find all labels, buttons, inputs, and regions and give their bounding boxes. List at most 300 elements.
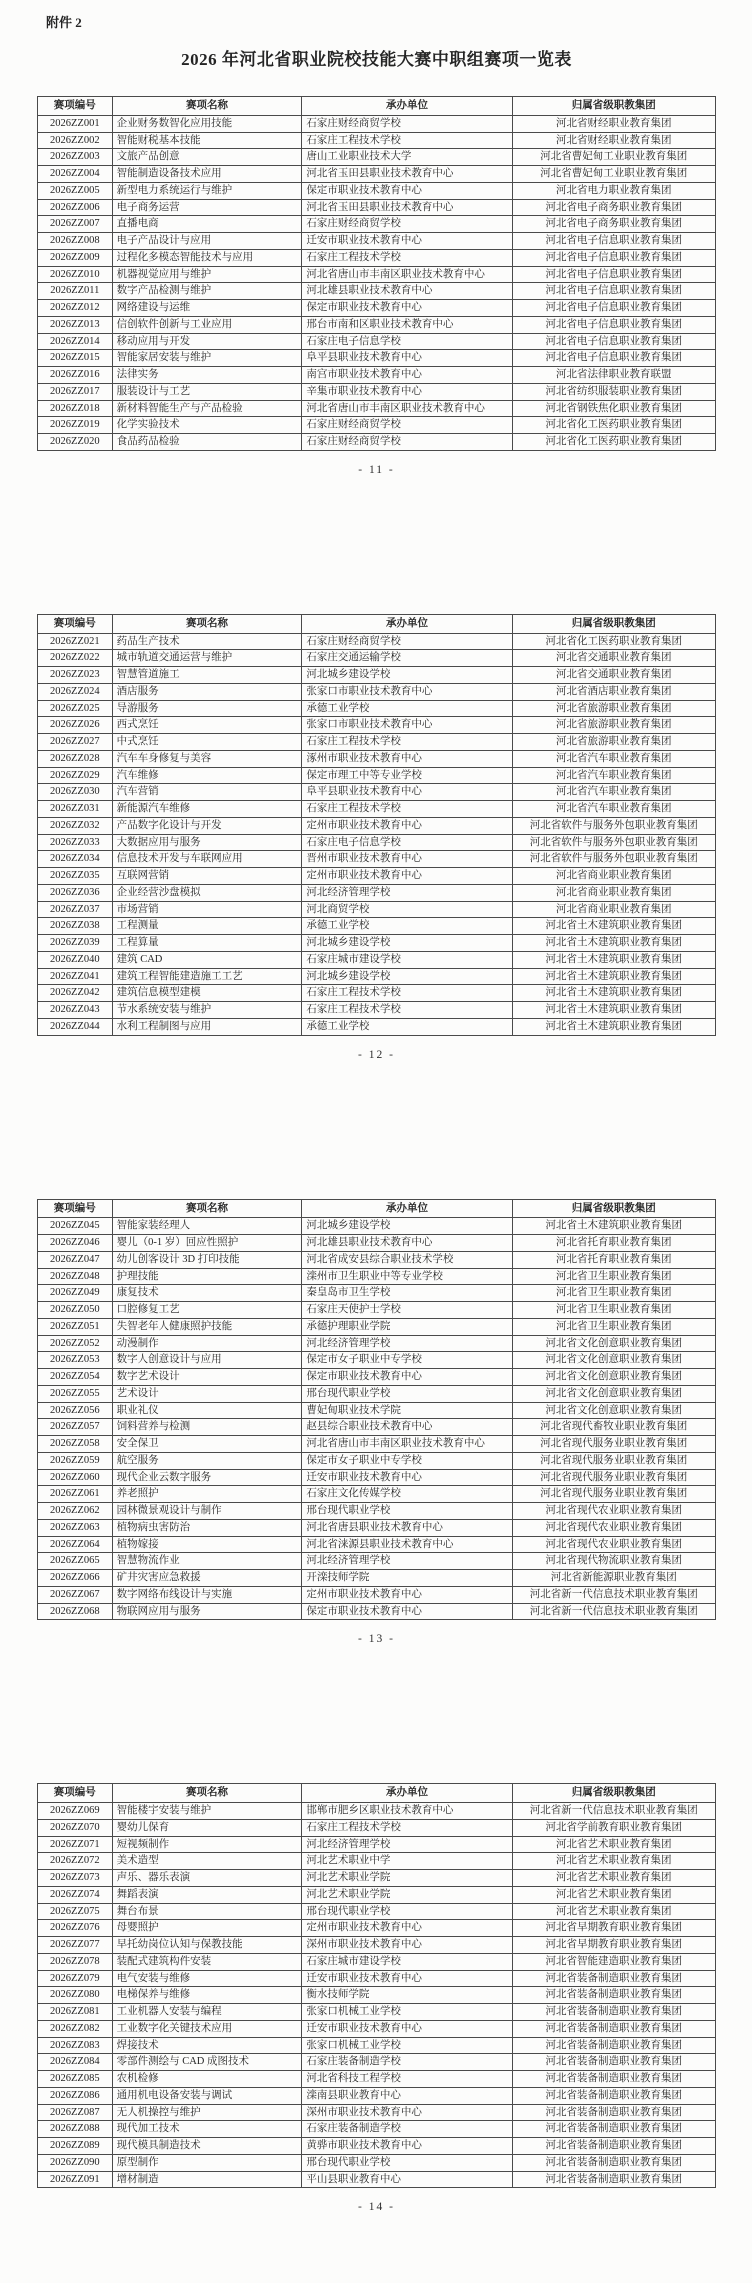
cell-host-unit: 承德工业学校 bbox=[302, 1018, 512, 1035]
cell-education-group: 河北省软件与服务外包职业教育集团 bbox=[512, 817, 715, 834]
page-section bbox=[37, 1061, 716, 1646]
table-row bbox=[38, 868, 716, 885]
cell-event-name: 数字产品检测与维护 bbox=[112, 283, 302, 300]
cell-host-unit: 河北省玉田县职业技术教育中心 bbox=[302, 199, 512, 216]
cell-event-code: 2026ZZ014 bbox=[38, 333, 113, 350]
cell-host-unit: 深州市职业技术教育中心 bbox=[302, 1937, 512, 1954]
cell-education-group: 河北省装备制造职业教育集团 bbox=[512, 2004, 715, 2021]
cell-host-unit: 保定市女子职业中专学校 bbox=[302, 1452, 512, 1469]
cell-event-name: 农机检修 bbox=[112, 2071, 302, 2088]
cell-event-name: 通用机电设备安装与调试 bbox=[112, 2087, 302, 2104]
cell-event-code: 2026ZZ089 bbox=[38, 2138, 113, 2155]
table-row bbox=[38, 434, 716, 451]
table-row bbox=[38, 216, 716, 233]
cell-event-code: 2026ZZ086 bbox=[38, 2087, 113, 2104]
cell-education-group: 河北省土木建筑职业教育集团 bbox=[512, 1002, 715, 1019]
cell-host-unit: 河北艺术职业学院 bbox=[302, 1886, 512, 1903]
cell-host-unit: 衡水技师学院 bbox=[302, 1987, 512, 2004]
table-row bbox=[38, 1352, 716, 1369]
cell-host-unit: 承德工业学校 bbox=[302, 700, 512, 717]
table-row bbox=[38, 968, 716, 985]
cell-event-code: 2026ZZ003 bbox=[38, 149, 113, 166]
column-header-education-group: 归属省级职教集团 bbox=[512, 614, 715, 633]
cell-event-name: 新材料智能生产与产品检验 bbox=[112, 400, 302, 417]
cell-event-code: 2026ZZ049 bbox=[38, 1285, 113, 1302]
cell-event-name: 城市轨道交通运营与维护 bbox=[112, 650, 302, 667]
table-row bbox=[38, 283, 716, 300]
cell-education-group: 河北省卫生职业教育集团 bbox=[512, 1268, 715, 1285]
cell-host-unit: 保定市理工中等专业学校 bbox=[302, 767, 512, 784]
cell-host-unit: 黄骅市职业技术教育中心 bbox=[302, 2138, 512, 2155]
cell-event-code: 2026ZZ042 bbox=[38, 985, 113, 1002]
cell-event-name: 过程化多模态智能技术与应用 bbox=[112, 249, 302, 266]
document-title: 2026 年河北省职业院校技能大赛中职组赛项一览表 bbox=[181, 50, 572, 69]
cell-host-unit: 河北省唐山市丰南区职业技术教育中心 bbox=[302, 266, 512, 283]
cell-event-name: 机器视觉应用与维护 bbox=[112, 266, 302, 283]
cell-event-code: 2026ZZ083 bbox=[38, 2037, 113, 2054]
cell-event-code: 2026ZZ069 bbox=[38, 1803, 113, 1820]
cell-education-group: 河北省早期教育职业教育集团 bbox=[512, 1920, 715, 1937]
cell-education-group: 河北省汽车职业教育集团 bbox=[512, 750, 715, 767]
cell-event-name: 无人机操控与维护 bbox=[112, 2104, 302, 2121]
table-row bbox=[38, 1251, 716, 1268]
page-number: - 11 - bbox=[358, 463, 395, 476]
column-header-event-code: 赛项编号 bbox=[38, 97, 113, 116]
cell-education-group: 河北省土木建筑职业教育集团 bbox=[512, 951, 715, 968]
table-row bbox=[38, 1402, 716, 1419]
cell-host-unit: 张家口市职业技术教育中心 bbox=[302, 717, 512, 734]
cell-event-code: 2026ZZ053 bbox=[38, 1352, 113, 1369]
cell-event-code: 2026ZZ009 bbox=[38, 249, 113, 266]
table-row bbox=[38, 1335, 716, 1352]
cell-host-unit: 辛集市职业技术教育中心 bbox=[302, 383, 512, 400]
cell-education-group: 河北省化工医药职业教育集团 bbox=[512, 434, 715, 451]
cell-host-unit: 迁安市职业技术教育中心 bbox=[302, 233, 512, 250]
cell-event-name: 现代模具制造技术 bbox=[112, 2138, 302, 2155]
table-row bbox=[38, 1519, 716, 1536]
cell-host-unit: 石家庄天使护士学校 bbox=[302, 1302, 512, 1319]
cell-event-code: 2026ZZ076 bbox=[38, 1920, 113, 1937]
cell-event-name: 口腔修复工艺 bbox=[112, 1302, 302, 1319]
table-row bbox=[38, 1586, 716, 1603]
table-row bbox=[38, 2138, 716, 2155]
column-header-event-name: 赛项名称 bbox=[112, 97, 302, 116]
cell-host-unit: 保定市女子职业中专学校 bbox=[302, 1352, 512, 1369]
cell-education-group: 河北省曹妃甸工业职业教育集团 bbox=[512, 166, 715, 183]
cell-event-name: 早托幼岗位认知与保教技能 bbox=[112, 1937, 302, 1954]
table-row bbox=[38, 1385, 716, 1402]
cell-event-code: 2026ZZ021 bbox=[38, 633, 113, 650]
cell-event-code: 2026ZZ073 bbox=[38, 1870, 113, 1887]
cell-event-code: 2026ZZ056 bbox=[38, 1402, 113, 1419]
cell-event-code: 2026ZZ030 bbox=[38, 784, 113, 801]
cell-event-code: 2026ZZ067 bbox=[38, 1586, 113, 1603]
table-row bbox=[38, 400, 716, 417]
cell-event-name: 焊接技术 bbox=[112, 2037, 302, 2054]
page-number: - 13 - bbox=[358, 1633, 395, 1646]
cell-education-group: 河北省装备制造职业教育集团 bbox=[512, 2154, 715, 2171]
cell-host-unit: 石家庄工程技术学校 bbox=[302, 985, 512, 1002]
table-row bbox=[38, 2071, 716, 2088]
cell-host-unit: 河北省涞源县职业技术教育中心 bbox=[302, 1536, 512, 1553]
table-row bbox=[38, 985, 716, 1002]
table-row bbox=[38, 1302, 716, 1319]
table-row bbox=[38, 182, 716, 199]
cell-event-name: 汽车维修 bbox=[112, 767, 302, 784]
cell-event-code: 2026ZZ037 bbox=[38, 901, 113, 918]
cell-event-name: 舞蹈表演 bbox=[112, 1886, 302, 1903]
cell-event-code: 2026ZZ043 bbox=[38, 1002, 113, 1019]
cell-education-group: 河北省旅游职业教育集团 bbox=[512, 700, 715, 717]
table-row bbox=[38, 1503, 716, 1520]
table-row bbox=[38, 1903, 716, 1920]
cell-host-unit: 石家庄电子信息学校 bbox=[302, 834, 512, 851]
table-row bbox=[38, 935, 716, 952]
cell-host-unit: 河北省唐山市丰南区职业技术教育中心 bbox=[302, 1436, 512, 1453]
cell-event-name: 信息技术开发与车联网应用 bbox=[112, 851, 302, 868]
cell-event-code: 2026ZZ091 bbox=[38, 2171, 113, 2188]
cell-host-unit: 石家庄装备制造学校 bbox=[302, 2054, 512, 2071]
cell-event-code: 2026ZZ039 bbox=[38, 935, 113, 952]
cell-host-unit: 石家庄财经商贸学校 bbox=[302, 216, 512, 233]
cell-host-unit: 河北经济管理学校 bbox=[302, 884, 512, 901]
table-row bbox=[38, 166, 716, 183]
cell-event-name: 新型电力系统运行与维护 bbox=[112, 182, 302, 199]
cell-education-group: 河北省电子信息职业教育集团 bbox=[512, 300, 715, 317]
cell-event-name: 电梯保养与维修 bbox=[112, 1987, 302, 2004]
cell-host-unit: 定州市职业技术教育中心 bbox=[302, 817, 512, 834]
cell-education-group: 河北省酒店职业教育集团 bbox=[512, 683, 715, 700]
cell-education-group: 河北省电力职业教育集团 bbox=[512, 182, 715, 199]
cell-education-group: 河北省交通职业教育集团 bbox=[512, 667, 715, 684]
cell-host-unit: 阜平县职业技术教育中心 bbox=[302, 784, 512, 801]
cell-event-code: 2026ZZ026 bbox=[38, 717, 113, 734]
cell-event-code: 2026ZZ012 bbox=[38, 300, 113, 317]
table-row bbox=[38, 149, 716, 166]
cell-education-group: 河北省电子信息职业教育集团 bbox=[512, 233, 715, 250]
cell-event-code: 2026ZZ045 bbox=[38, 1218, 113, 1235]
table-row bbox=[38, 1836, 716, 1853]
cell-event-name: 幼儿创客设计 3D 打印技能 bbox=[112, 1251, 302, 1268]
cell-event-name: 增材制造 bbox=[112, 2171, 302, 2188]
cell-host-unit: 曹妃甸职业技术学院 bbox=[302, 1402, 512, 1419]
cell-host-unit: 石家庄工程技术学校 bbox=[302, 1002, 512, 1019]
column-header-host-unit: 承办单位 bbox=[302, 97, 512, 116]
table-row bbox=[38, 633, 716, 650]
cell-education-group: 河北省电子商务职业教育集团 bbox=[512, 216, 715, 233]
cell-event-name: 工程测量 bbox=[112, 918, 302, 935]
table-row bbox=[38, 1553, 716, 1570]
cell-host-unit: 张家口机械工业学校 bbox=[302, 2004, 512, 2021]
cell-event-code: 2026ZZ081 bbox=[38, 2004, 113, 2021]
cell-event-code: 2026ZZ013 bbox=[38, 316, 113, 333]
table-row bbox=[38, 2020, 716, 2037]
table-row bbox=[38, 1268, 716, 1285]
cell-event-code: 2026ZZ074 bbox=[38, 1886, 113, 1903]
cell-event-name: 产品数字化设计与开发 bbox=[112, 817, 302, 834]
cell-education-group: 河北省装备制造职业教育集团 bbox=[512, 2104, 715, 2121]
cell-event-code: 2026ZZ070 bbox=[38, 1819, 113, 1836]
cell-host-unit: 石家庄电子信息学校 bbox=[302, 333, 512, 350]
cell-education-group: 河北省现代农业职业教育集团 bbox=[512, 1536, 715, 1553]
cell-event-code: 2026ZZ023 bbox=[38, 667, 113, 684]
cell-host-unit: 河北雄县职业技术教育中心 bbox=[302, 1235, 512, 1252]
cell-host-unit: 唐山工业职业技术大学 bbox=[302, 149, 512, 166]
header-row bbox=[38, 97, 716, 116]
cell-event-code: 2026ZZ068 bbox=[38, 1603, 113, 1620]
attachment-label: 附件 2 bbox=[46, 15, 82, 30]
table-row bbox=[38, 1953, 716, 1970]
cell-host-unit: 河北经济管理学校 bbox=[302, 1335, 512, 1352]
cell-event-name: 母婴照护 bbox=[112, 1920, 302, 1937]
table-row bbox=[38, 767, 716, 784]
cell-event-name: 装配式建筑构件安装 bbox=[112, 1953, 302, 1970]
cell-event-name: 植物嫁接 bbox=[112, 1536, 302, 1553]
cell-event-name: 矿井灾害应急救援 bbox=[112, 1570, 302, 1587]
cell-event-name: 声乐、器乐表演 bbox=[112, 1870, 302, 1887]
cell-event-name: 建筑工程智能建造施工工艺 bbox=[112, 968, 302, 985]
cell-education-group: 河北省旅游职业教育集团 bbox=[512, 717, 715, 734]
cell-event-name: 导游服务 bbox=[112, 700, 302, 717]
cell-education-group: 河北省卫生职业教育集团 bbox=[512, 1318, 715, 1335]
cell-host-unit: 邢台市南和区职业技术教育中心 bbox=[302, 316, 512, 333]
cell-education-group: 河北省新一代信息技术职业教育集团 bbox=[512, 1586, 715, 1603]
cell-host-unit: 深州市职业技术教育中心 bbox=[302, 2104, 512, 2121]
cell-education-group: 河北省土木建筑职业教育集团 bbox=[512, 1018, 715, 1035]
cell-event-code: 2026ZZ036 bbox=[38, 884, 113, 901]
table-row bbox=[38, 1235, 716, 1252]
cell-host-unit: 河北省唐县职业技术教育中心 bbox=[302, 1519, 512, 1536]
cell-event-code: 2026ZZ033 bbox=[38, 834, 113, 851]
cell-event-name: 药品生产技术 bbox=[112, 633, 302, 650]
cell-event-name: 企业经营沙盘模拟 bbox=[112, 884, 302, 901]
cell-education-group: 河北省装备制造职业教育集团 bbox=[512, 2037, 715, 2054]
cell-education-group: 河北省软件与服务外包职业教育集团 bbox=[512, 834, 715, 851]
table-row bbox=[38, 1803, 716, 1820]
competition-table bbox=[37, 1199, 716, 1621]
cell-event-name: 化学实验技术 bbox=[112, 417, 302, 434]
cell-event-code: 2026ZZ047 bbox=[38, 1251, 113, 1268]
cell-education-group: 河北省现代农业职业教育集团 bbox=[512, 1519, 715, 1536]
cell-host-unit: 张家口机械工业学校 bbox=[302, 2037, 512, 2054]
cell-host-unit: 石家庄财经商贸学校 bbox=[302, 115, 512, 132]
table-row bbox=[38, 801, 716, 818]
table-row bbox=[38, 734, 716, 751]
table-row bbox=[38, 1853, 716, 1870]
cell-host-unit: 涿州市职业技术教育中心 bbox=[302, 750, 512, 767]
cell-event-code: 2026ZZ034 bbox=[38, 851, 113, 868]
cell-education-group: 河北省装备制造职业教育集团 bbox=[512, 1987, 715, 2004]
cell-education-group: 河北省电子信息职业教育集团 bbox=[512, 316, 715, 333]
cell-host-unit: 石家庄交通运输学校 bbox=[302, 650, 512, 667]
cell-event-code: 2026ZZ061 bbox=[38, 1486, 113, 1503]
header-row bbox=[38, 1199, 716, 1218]
cell-education-group: 河北省电子信息职业教育集团 bbox=[512, 333, 715, 350]
cell-education-group: 河北省文化创意职业教育集团 bbox=[512, 1402, 715, 1419]
table-row bbox=[38, 750, 716, 767]
cell-event-name: 短视频制作 bbox=[112, 1836, 302, 1853]
table-row bbox=[38, 901, 716, 918]
cell-event-name: 移动应用与开发 bbox=[112, 333, 302, 350]
cell-host-unit: 河北经济管理学校 bbox=[302, 1836, 512, 1853]
cell-education-group: 河北省汽车职业教育集团 bbox=[512, 801, 715, 818]
cell-education-group: 河北省装备制造职业教育集团 bbox=[512, 2020, 715, 2037]
cell-education-group: 河北省电子信息职业教育集团 bbox=[512, 249, 715, 266]
table-row bbox=[38, 1886, 716, 1903]
cell-event-code: 2026ZZ031 bbox=[38, 801, 113, 818]
cell-event-name: 互联网营销 bbox=[112, 868, 302, 885]
cell-education-group: 河北省旅游职业教育集团 bbox=[512, 734, 715, 751]
cell-event-name: 工程算量 bbox=[112, 935, 302, 952]
cell-event-code: 2026ZZ008 bbox=[38, 233, 113, 250]
cell-host-unit: 承德工业学校 bbox=[302, 918, 512, 935]
cell-host-unit: 南宫市职业技术教育中心 bbox=[302, 367, 512, 384]
cell-event-code: 2026ZZ075 bbox=[38, 1903, 113, 1920]
cell-event-code: 2026ZZ065 bbox=[38, 1553, 113, 1570]
cell-host-unit: 河北省成安县综合职业技术学校 bbox=[302, 1251, 512, 1268]
cell-event-code: 2026ZZ046 bbox=[38, 1235, 113, 1252]
header-row bbox=[38, 614, 716, 633]
cell-education-group: 河北省土木建筑职业教育集团 bbox=[512, 935, 715, 952]
cell-education-group: 河北省土木建筑职业教育集团 bbox=[512, 1218, 715, 1235]
cell-event-name: 西式烹饪 bbox=[112, 717, 302, 734]
cell-event-name: 直播电商 bbox=[112, 216, 302, 233]
cell-education-group: 河北省艺术职业教育集团 bbox=[512, 1886, 715, 1903]
table-row bbox=[38, 2121, 716, 2138]
cell-education-group: 河北省电子信息职业教育集团 bbox=[512, 283, 715, 300]
cell-event-code: 2026ZZ007 bbox=[38, 216, 113, 233]
cell-host-unit: 石家庄工程技术学校 bbox=[302, 249, 512, 266]
cell-host-unit: 石家庄工程技术学校 bbox=[302, 1819, 512, 1836]
table-row bbox=[38, 1603, 716, 1620]
table-row bbox=[38, 115, 716, 132]
table-row bbox=[38, 784, 716, 801]
cell-host-unit: 石家庄工程技术学校 bbox=[302, 132, 512, 149]
cell-event-code: 2026ZZ087 bbox=[38, 2104, 113, 2121]
cell-event-name: 文旅产品创意 bbox=[112, 149, 302, 166]
cell-host-unit: 定州市职业技术教育中心 bbox=[302, 868, 512, 885]
cell-event-name: 植物病虫害防治 bbox=[112, 1519, 302, 1536]
cell-event-code: 2026ZZ078 bbox=[38, 1953, 113, 1970]
cell-event-code: 2026ZZ054 bbox=[38, 1369, 113, 1386]
cell-education-group: 河北省化工医药职业教育集团 bbox=[512, 633, 715, 650]
cell-event-code: 2026ZZ066 bbox=[38, 1570, 113, 1587]
cell-event-code: 2026ZZ085 bbox=[38, 2071, 113, 2088]
cell-event-code: 2026ZZ080 bbox=[38, 1987, 113, 2004]
cell-education-group: 河北省现代服务业职业教育集团 bbox=[512, 1469, 715, 1486]
cell-education-group: 河北省智能建造职业教育集团 bbox=[512, 1953, 715, 1970]
cell-host-unit: 石家庄城市建设学校 bbox=[302, 951, 512, 968]
cell-host-unit: 定州市职业技术教育中心 bbox=[302, 1920, 512, 1937]
table-row bbox=[38, 817, 716, 834]
cell-education-group: 河北省艺术职业教育集团 bbox=[512, 1853, 715, 1870]
cell-event-name: 康复技术 bbox=[112, 1285, 302, 1302]
table-row bbox=[38, 667, 716, 684]
cell-host-unit: 赵县综合职业技术教育中心 bbox=[302, 1419, 512, 1436]
cell-event-code: 2026ZZ027 bbox=[38, 734, 113, 751]
table-row bbox=[38, 316, 716, 333]
cell-education-group: 河北省文化创意职业教育集团 bbox=[512, 1335, 715, 1352]
cell-host-unit: 保定市职业技术教育中心 bbox=[302, 300, 512, 317]
cell-event-code: 2026ZZ024 bbox=[38, 683, 113, 700]
cell-event-name: 零部件测绘与 CAD 成图技术 bbox=[112, 2054, 302, 2071]
cell-host-unit: 迁安市职业技术教育中心 bbox=[302, 2020, 512, 2037]
table-row bbox=[38, 1436, 716, 1453]
cell-host-unit: 滦南县职业教育中心 bbox=[302, 2087, 512, 2104]
cell-event-name: 现代加工技术 bbox=[112, 2121, 302, 2138]
table-row bbox=[38, 2087, 716, 2104]
table-row bbox=[38, 851, 716, 868]
column-header-education-group: 归属省级职教集团 bbox=[512, 97, 715, 116]
column-header-event-name: 赛项名称 bbox=[112, 1784, 302, 1803]
cell-event-code: 2026ZZ051 bbox=[38, 1318, 113, 1335]
cell-event-code: 2026ZZ084 bbox=[38, 2054, 113, 2071]
cell-event-name: 数字艺术设计 bbox=[112, 1369, 302, 1386]
cell-event-code: 2026ZZ018 bbox=[38, 400, 113, 417]
cell-host-unit: 张家口市职业技术教育中心 bbox=[302, 683, 512, 700]
table-row bbox=[38, 233, 716, 250]
cell-event-name: 护理技能 bbox=[112, 1268, 302, 1285]
column-header-education-group: 归属省级职教集团 bbox=[512, 1199, 715, 1218]
cell-host-unit: 石家庄财经商贸学校 bbox=[302, 633, 512, 650]
table-row bbox=[38, 199, 716, 216]
table-row bbox=[38, 1570, 716, 1587]
cell-host-unit: 阜平县职业技术教育中心 bbox=[302, 350, 512, 367]
cell-event-name: 智能财税基本技能 bbox=[112, 132, 302, 149]
cell-event-name: 饲料营养与检测 bbox=[112, 1419, 302, 1436]
table-row bbox=[38, 1002, 716, 1019]
page-section bbox=[37, 476, 716, 1061]
cell-education-group: 河北省装备制造职业教育集团 bbox=[512, 2121, 715, 2138]
cell-event-code: 2026ZZ010 bbox=[38, 266, 113, 283]
cell-event-name: 安全保卫 bbox=[112, 1436, 302, 1453]
cell-event-code: 2026ZZ001 bbox=[38, 115, 113, 132]
cell-event-code: 2026ZZ050 bbox=[38, 1302, 113, 1319]
cell-education-group: 河北省钢铁焦化职业教育集团 bbox=[512, 400, 715, 417]
cell-event-name: 酒店服务 bbox=[112, 683, 302, 700]
cell-event-name: 艺术设计 bbox=[112, 1385, 302, 1402]
cell-event-code: 2026ZZ002 bbox=[38, 132, 113, 149]
cell-event-name: 数字网络布线设计与实施 bbox=[112, 1586, 302, 1603]
table-row bbox=[38, 417, 716, 434]
cell-host-unit: 定州市职业技术教育中心 bbox=[302, 1586, 512, 1603]
cell-event-code: 2026ZZ032 bbox=[38, 817, 113, 834]
cell-education-group: 河北省卫生职业教育集团 bbox=[512, 1285, 715, 1302]
table-row bbox=[38, 683, 716, 700]
cell-education-group: 河北省现代服务业职业教育集团 bbox=[512, 1486, 715, 1503]
table-row bbox=[38, 333, 716, 350]
table-row bbox=[38, 1987, 716, 2004]
cell-event-name: 服装设计与工艺 bbox=[112, 383, 302, 400]
table-row bbox=[38, 1937, 716, 1954]
cell-event-code: 2026ZZ044 bbox=[38, 1018, 113, 1035]
cell-education-group: 河北省电子信息职业教育集团 bbox=[512, 266, 715, 283]
cell-event-name: 网络建设与运维 bbox=[112, 300, 302, 317]
cell-event-code: 2026ZZ025 bbox=[38, 700, 113, 717]
cell-event-name: 舞台布景 bbox=[112, 1903, 302, 1920]
cell-host-unit: 石家庄财经商贸学校 bbox=[302, 434, 512, 451]
competition-table bbox=[37, 1783, 716, 2188]
cell-education-group: 河北省卫生职业教育集团 bbox=[512, 1302, 715, 1319]
cell-host-unit: 迁安市职业技术教育中心 bbox=[302, 1469, 512, 1486]
cell-education-group: 河北省现代服务业职业教育集团 bbox=[512, 1452, 715, 1469]
cell-event-name: 航空服务 bbox=[112, 1452, 302, 1469]
cell-event-name: 新能源汽车维修 bbox=[112, 801, 302, 818]
cell-host-unit: 开滦技师学院 bbox=[302, 1570, 512, 1587]
cell-education-group: 河北省艺术职业教育集团 bbox=[512, 1903, 715, 1920]
cell-host-unit: 河北城乡建设学校 bbox=[302, 935, 512, 952]
cell-host-unit: 平山县职业教育中心 bbox=[302, 2171, 512, 2188]
